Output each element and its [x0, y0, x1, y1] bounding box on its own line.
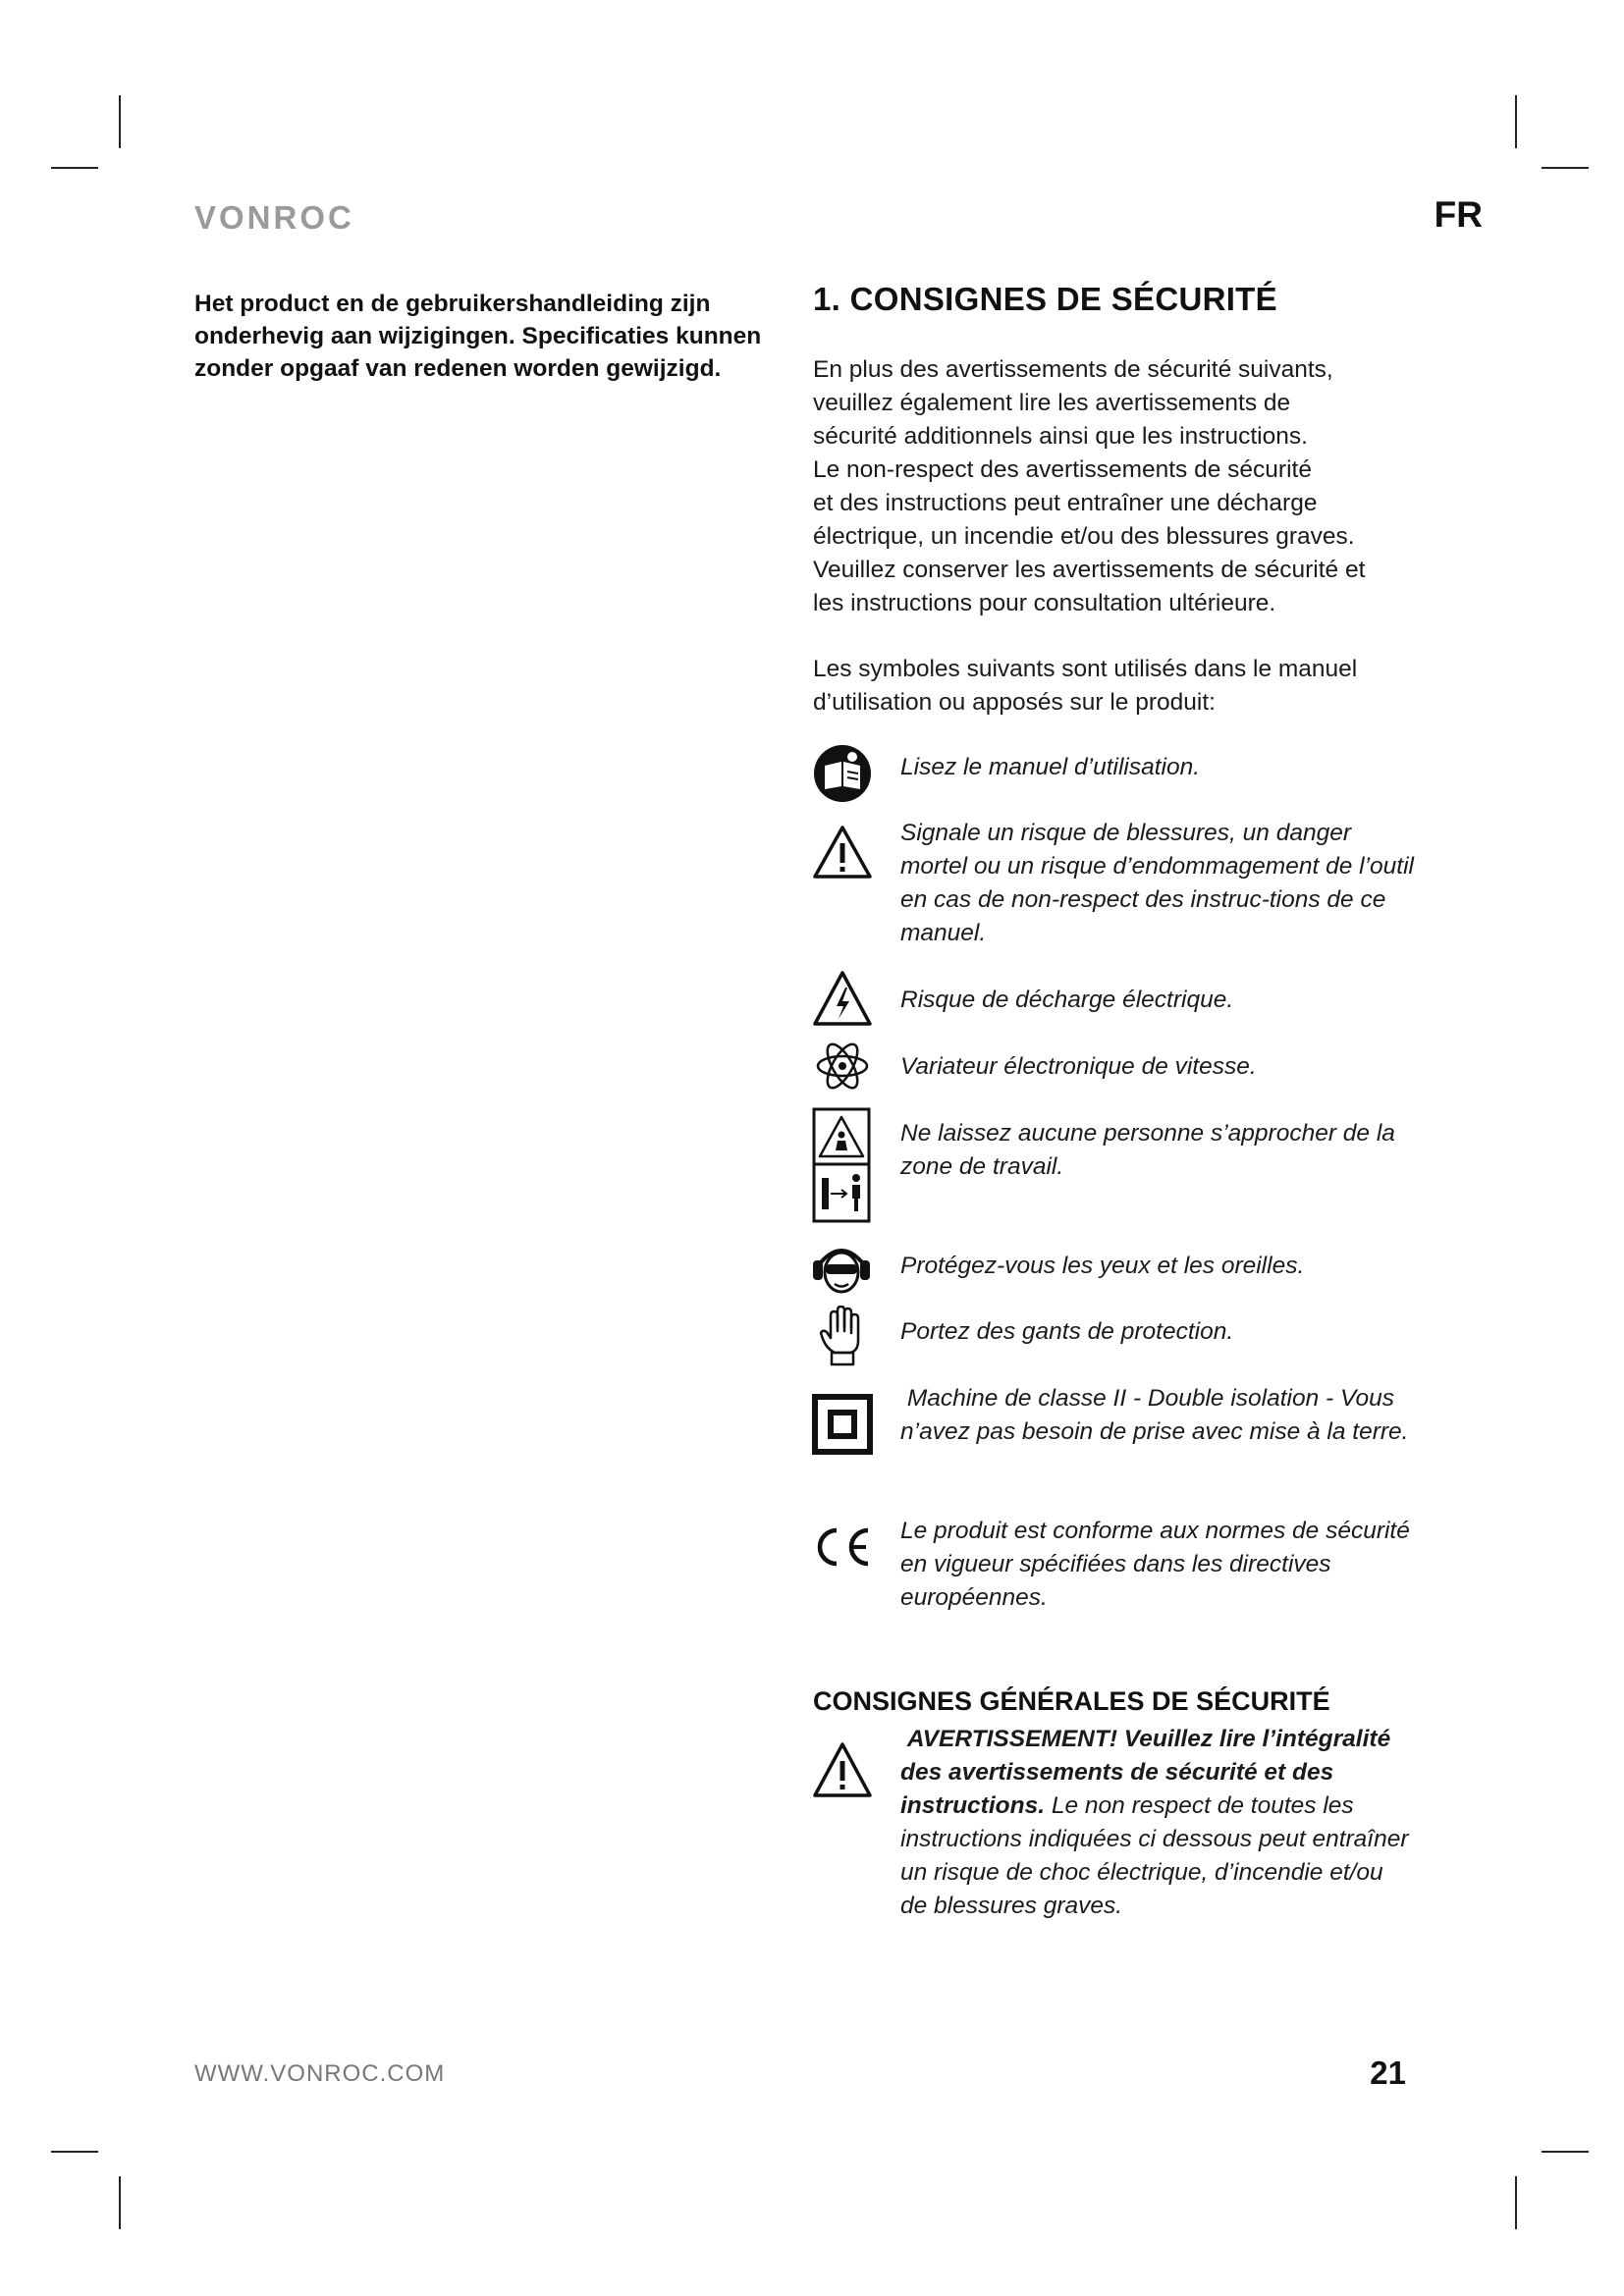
symbol-description: Risque de décharge électrique.	[900, 987, 1234, 1013]
warning-triangle-icon	[812, 1741, 873, 1798]
crop-mark	[51, 2151, 98, 2153]
warning-emphasis: AVERTISSEMENT! Veuillez lire l’intégralité des avertissements de sécurité et des instructions.	[900, 1726, 1391, 1819]
svg-text:VONROC: VONROC	[194, 199, 354, 233]
symbols-intro: Les symboles suivants sont utilisés dans le manuel d’utilisation ou apposés sur le produit:	[813, 656, 1358, 716]
intro-line: sécurité additionnels ainsi que les instructions.	[813, 423, 1308, 450]
section-title: 1. CONSIGNES DE SÉCURITÉ	[813, 281, 1277, 317]
crop-mark	[1542, 167, 1589, 169]
website-link[interactable]: WWW.VONROC.COM	[194, 2060, 446, 2087]
symbol-description: Protégez-vous les yeux et les oreilles.	[900, 1253, 1305, 1279]
intro-line: En plus des avertissements de sécurité suivants,	[813, 356, 1333, 383]
symbol-description: Lisez le manuel d’utilisation.	[900, 754, 1201, 780]
crop-mark	[51, 167, 98, 169]
general-warning	[900, 1723, 1411, 1923]
intro-line: électrique, un incendie et/ou des blessures graves.	[813, 523, 1355, 550]
symbol-description: Machine de classe II - Double isolation - Vous n’avez pas besoin de prise avec mise à la terre.	[900, 1385, 1409, 1445]
brand-logo-graphic	[194, 199, 391, 233]
crop-mark	[119, 95, 121, 148]
page-number: 21	[1370, 2055, 1406, 2091]
symbol-description: Signale un risque de blessures, un danger mortel ou un risque d’endommagement de l’outil en cas de non-respect des instruc-tions de ce manuel.	[900, 820, 1414, 946]
warning-triangle-icon	[812, 825, 873, 880]
symbol-description: Le produit est conforme aux normes de sécurité en vigueur spécifiées dans les directives européennes.	[900, 1518, 1410, 1611]
read-manual-icon	[813, 744, 872, 803]
crop-mark	[1515, 2176, 1517, 2229]
eye-ear-protection-icon	[811, 1241, 872, 1298]
class-ii-double-insulation-icon	[812, 1394, 873, 1455]
electric-shock-icon	[812, 970, 873, 1027]
crop-mark	[119, 2176, 121, 2229]
language-label: FR	[1434, 194, 1483, 235]
intro-line: les instructions pour consultation ultérieure.	[813, 590, 1276, 616]
symbol-description: Variateur électronique de vitesse.	[900, 1053, 1257, 1080]
gloves-icon	[817, 1306, 866, 1366]
keep-bystanders-away-icon	[812, 1107, 871, 1223]
disclaimer-note: Het product en de gebruikershandleiding zijn onderhevig aan wijzigingen. Specificaties kunnen zonder opgaaf van redenen worden gewijzigd.	[194, 291, 762, 382]
intro-line: Le non-respect des avertissements de sécurité	[813, 456, 1312, 483]
warning-body: Le non respect de toutes les instructions indiquées ci dessous peut entraîner un risque de choc électrique, d’incendie et/ou de blessures graves.	[900, 1792, 1409, 1919]
intro-line: veuillez également lire les avertissements de	[813, 390, 1291, 416]
symbol-description: Portez des gants de protection.	[900, 1318, 1234, 1345]
brand-logo	[194, 199, 391, 233]
intro-line: Veuillez conserver les avertissements de sécurité et	[813, 557, 1366, 583]
crop-mark	[1515, 95, 1517, 148]
ce-mark-icon	[811, 1524, 874, 1570]
intro-line: et des instructions peut entraîner une décharge	[813, 490, 1318, 516]
general-safety-title: CONSIGNES GÉNÉRALES DE SÉCURITÉ	[813, 1686, 1330, 1716]
symbol-description: Ne laissez aucune personne s’approcher de la zone de travail.	[900, 1120, 1395, 1180]
speed-controller-icon	[815, 1039, 870, 1094]
intro-paragraph	[813, 353, 1422, 620]
crop-mark	[1542, 2151, 1589, 2153]
